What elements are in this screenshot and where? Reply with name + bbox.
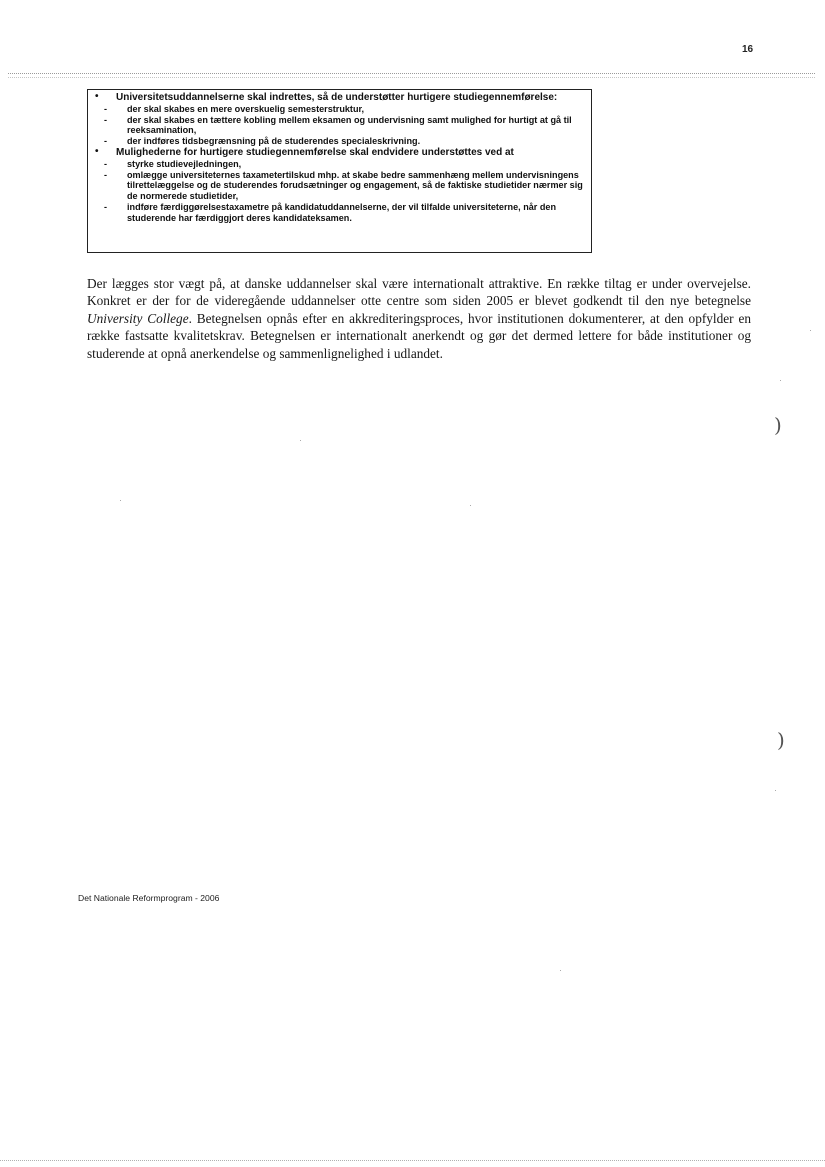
header-rule — [8, 73, 815, 74]
dash-icon: - — [104, 169, 108, 180]
sub-item-text: indføre færdiggørelsestaxametre på kandidatuddannelserne, der vil tilfalde universiteterne, når den studerende har færdiggjort deres kandidateksamen. — [127, 201, 557, 223]
scan-speck — [775, 790, 776, 791]
bullet-text: Universitetsuddannelserne skal indrettes, så de understøtter hurtigere studiegennemførelse: — [116, 92, 558, 103]
body-text-part-2: . Betegnelsen opnås efter en akkrediteringsproces, hvor institutionen dokumenterer, at den opfylder en række fastsatte kvalitetskrav. Betegnelsen er internationalt anerkendt og gør det dermed lettere for både institutioner og studerende at opnå anerkendelse og sammenlignelighed i udlandet. — [87, 310, 751, 361]
sublist — [104, 158, 587, 224]
dash-icon: - — [104, 136, 108, 147]
scan-speck — [810, 330, 811, 331]
bullet-item — [94, 92, 587, 147]
sub-item — [94, 170, 587, 202]
scan-speck — [780, 380, 781, 381]
footer-text: Det Nationale Reformprogram - 2006 — [78, 893, 220, 903]
sub-item-text: der skal skabes en tættere kobling mellem eksamen og undervisning samt mulighed for hurtigt at gå til reeksamination, — [127, 114, 572, 136]
body-text-part-1: Der lægges stor vægt på, at danske uddannelser skal være internationalt attraktive. En række tiltag er under overvejelse. Konkret er der for de videregående uddannelser otte centre som siden 2005 er blevet godkendt til den nye betegnelse — [87, 276, 751, 309]
scan-mark-paren: ) — [774, 413, 782, 437]
sub-item-text: der indføres tidsbegrænsning på de studerendes specialeskrivning. — [127, 136, 421, 147]
sub-item-text: der skal skabes en mere overskuelig semesterstruktur, — [127, 103, 365, 114]
sub-item — [94, 104, 587, 115]
scan-speck — [120, 500, 121, 501]
sub-item — [94, 136, 587, 147]
dash-icon: - — [104, 201, 108, 212]
footer-rule — [0, 1160, 825, 1161]
dash-icon: - — [104, 158, 108, 169]
sub-item-text: omlægge universiteternes taxametertilskud mhp. at skabe bedre sammenhæng mellem undervisningens tilrettelæggelse og de studerendes forudsætninger og engagement, så de faktiske studietider nærmer sig de normerede studietider, — [127, 169, 583, 202]
scan-speck — [560, 970, 561, 971]
text-box — [87, 89, 592, 253]
scan-speck — [470, 505, 471, 506]
body-text-italic: University College — [87, 310, 189, 326]
sublist — [104, 103, 587, 147]
scan-speck — [300, 440, 301, 441]
sub-item — [94, 202, 587, 224]
bullet-item — [94, 147, 587, 224]
bullet-text: Mulighederne for hurtigere studiegennemførelse skal endvidere understøttes ved at — [116, 146, 514, 158]
bullet-icon: • — [95, 91, 99, 102]
dash-icon: - — [104, 103, 108, 114]
bullet-icon: • — [95, 145, 99, 157]
page-number: 16 — [742, 44, 754, 55]
body-paragraph — [87, 275, 751, 362]
sub-item — [94, 159, 587, 170]
dash-icon: - — [104, 114, 108, 125]
sub-item-text: styrke studievejledningen, — [127, 158, 242, 169]
header-rule-secondary — [8, 77, 815, 78]
sub-item — [94, 115, 587, 137]
scan-mark-paren: ) — [777, 728, 785, 752]
